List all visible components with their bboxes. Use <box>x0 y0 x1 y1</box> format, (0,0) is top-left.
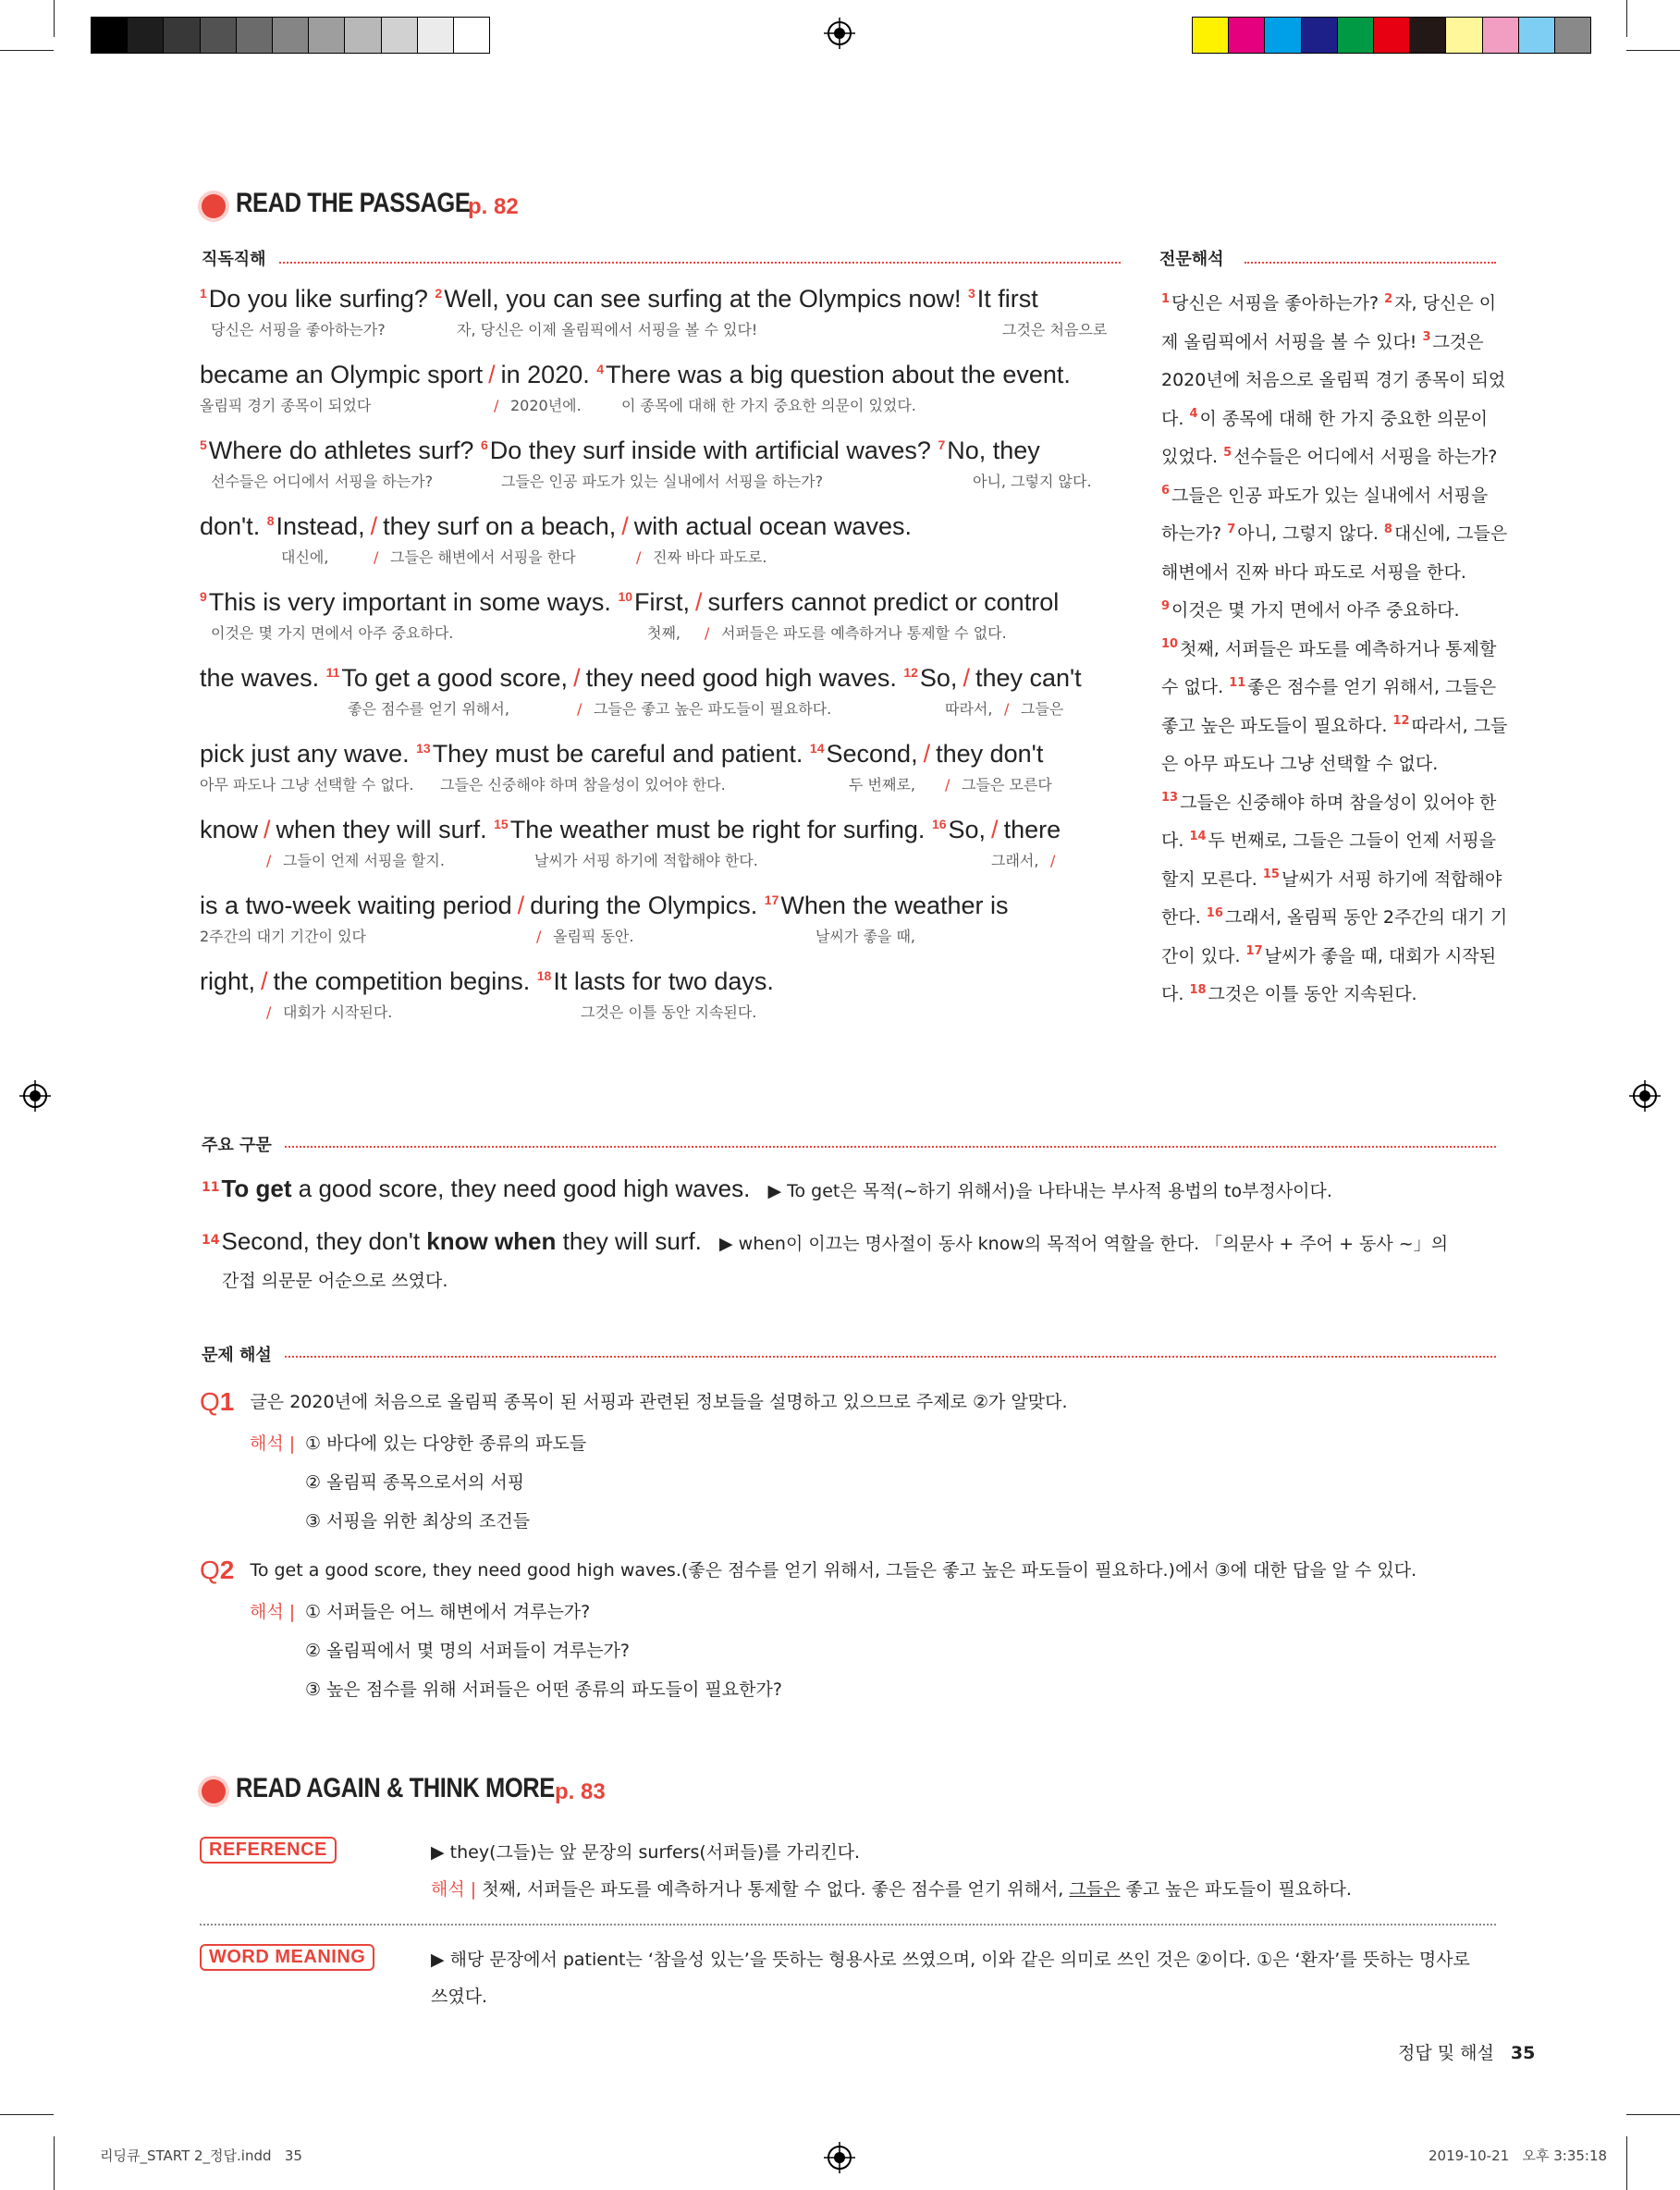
sentence-number: 18 <box>536 968 552 983</box>
color-swatch <box>1519 18 1555 53</box>
section-title: READ AGAIN & THINK MORE <box>236 1773 555 1803</box>
color-swatch <box>1446 18 1482 53</box>
crop-mark <box>0 50 54 51</box>
english-text: There was a big question about the event. <box>606 361 1071 388</box>
translation-sentence: 따라서, 그들은 아무 파도나 그냥 선택할 수 없다. <box>1161 715 1508 774</box>
grayscale-color-bar <box>91 17 490 54</box>
sentence-number: 15 <box>494 817 509 831</box>
color-swatch <box>1302 18 1338 53</box>
key-note: ▶ when이 이끄는 명사절이 동사 know의 목적어 역할을 한다. 「의문사 + 주어 + 동사 ~」의 <box>719 1234 1449 1254</box>
q1-choice-1: ① 바다에 있는 다양한 종류의 파도들 <box>305 1433 587 1454</box>
key-sentence-1 <box>202 1175 1332 1202</box>
chunk-slash: / <box>374 548 379 566</box>
english-text: know <box>200 816 259 843</box>
english-text: they don't <box>936 740 1044 768</box>
dotted-rule <box>279 262 1121 264</box>
translation-sentence: 그들은 인공 파도가 있는 실내에서 서핑을 하는가? <box>1161 485 1489 544</box>
jikdok-heading: 직독직해 <box>202 250 266 269</box>
passage-line <box>200 512 912 540</box>
page-number: 35 <box>1510 2043 1536 2063</box>
crop-mark <box>1626 0 1627 37</box>
registration-mark-icon <box>824 18 855 49</box>
sentence-number: 6 <box>1161 484 1171 498</box>
word-meaning-line-1: ▶ 해당 문장에서 patient는 ‘참을성 있는’을 뜻하는 형용사로 쓰였으며, 이와 같은 의미로 쓰인 것은 ②이다. ①은 ‘환자’를 뜻하는 명사로 <box>431 1950 1470 1970</box>
english-text: there <box>1003 816 1061 843</box>
color-swatch <box>1555 18 1590 53</box>
q-letter: Q <box>200 1556 220 1584</box>
english-text: So, <box>948 816 987 843</box>
q1-block <box>200 1387 1068 1417</box>
color-swatch <box>1483 18 1519 53</box>
passage-line <box>200 361 1071 388</box>
korean-gloss: 자, 당신은 이제 올림픽에서 서핑을 볼 수 있다! <box>457 321 758 338</box>
color-swatch <box>454 18 489 53</box>
english-text: Instead, <box>276 512 365 540</box>
english-text: So, <box>919 664 958 692</box>
sentence-number: 3 <box>1422 330 1431 345</box>
key-rest: a good score, they need good high waves. <box>291 1175 751 1202</box>
translation-sentence: 그들은 신중해야 하며 참을성이 있어야 한다. <box>1161 792 1497 851</box>
english-text: First, <box>634 588 691 616</box>
korean-gloss: 그래서, <box>991 852 1039 869</box>
crop-mark <box>54 0 55 37</box>
passage-line <box>200 892 1009 919</box>
english-text: pick just any wave. <box>200 740 417 768</box>
english-text: Do you like surfing? <box>208 285 435 313</box>
korean-gloss: 날씨가 좋을 때, <box>815 928 915 945</box>
english-text: When the weather is <box>780 892 1009 919</box>
translation-sentence: 그것은 이틀 동안 지속된다. <box>1208 984 1417 1004</box>
korean-gloss: 그들은 <box>1021 700 1064 718</box>
ref-text-a: 첫째, 서퍼들은 파도를 예측하거나 통제할 수 없다. 좋은 점수를 얻기 위해서, <box>482 1879 1070 1900</box>
sentence-number: 3 <box>967 286 975 301</box>
english-text: It first <box>976 285 1038 313</box>
sentence-number: 4 <box>1189 407 1198 422</box>
q1-choice-3: ③ 서핑을 위한 최상의 조건들 <box>305 1511 531 1532</box>
q1-label <box>200 1387 234 1416</box>
english-text: during the Olympics. <box>530 892 765 919</box>
chunk-slash: / <box>963 664 970 692</box>
q2-trans-label: 해석 | <box>250 1602 296 1622</box>
english-text: they surf on a beach, <box>383 512 617 540</box>
key-note: ▶ To get은 목적(~하기 위해서)을 나타내는 부사적 용법의 to부정사이다. <box>767 1181 1332 1201</box>
color-swatch <box>382 18 418 53</box>
korean-gloss: 따라서, <box>945 700 993 718</box>
sentence-number: 14 <box>1189 829 1207 843</box>
ref-underlined: 그들은 <box>1069 1879 1121 1900</box>
sentence-number: 17 <box>1245 944 1263 959</box>
color-swatch <box>92 18 128 53</box>
sentence-number: 14 <box>809 741 825 756</box>
sentence-number: 5 <box>200 437 207 452</box>
passage-line <box>200 285 1038 313</box>
reference-line-1: ▶ they(그들)는 앞 문장의 surfers(서퍼들)를 가리킨다. <box>431 1842 861 1863</box>
korean-gloss: 서퍼들은 파도를 예측하거나 통제할 수 없다. <box>721 624 1007 642</box>
korean-gloss: 진짜 바다 파도로. <box>653 548 767 566</box>
process-color-bar <box>1192 17 1591 54</box>
passage-line <box>200 588 1059 616</box>
color-swatch <box>1338 18 1374 53</box>
sentence-number: 12 <box>1392 714 1410 729</box>
korean-gloss: 이것은 몇 가지 면에서 아주 중요하다. <box>211 624 454 642</box>
korean-gloss: 그것은 이틀 동안 지속된다. <box>581 1003 757 1021</box>
slug-date: 2019-10-21 오후 3:35:18 <box>1429 2147 1608 2164</box>
translation-sentence: 날씨가 서핑 하기에 적합해야 한다. <box>1161 868 1502 928</box>
translation-sentence: 자, 당신은 이제 올림픽에서 서핑을 볼 수 있다! <box>1161 293 1497 352</box>
trans-label: 해석 | <box>431 1879 477 1900</box>
chunk-slash: / <box>573 664 581 692</box>
chunk-slash: / <box>705 624 710 642</box>
dotted-rule <box>285 1356 1496 1358</box>
chunk-slash: / <box>636 548 642 566</box>
english-text: they need good high waves. <box>585 664 904 692</box>
section-page-ref: p. 83 <box>555 1779 606 1804</box>
english-text: surfers cannot predict or control <box>707 588 1060 616</box>
sentence-number: 11 <box>202 1179 220 1195</box>
english-text: when they will surf. <box>276 816 495 843</box>
translation-sentence: 날씨가 좋을 때, 대회가 시작된다. <box>1161 945 1497 1004</box>
english-text: To get a good score, <box>341 664 569 692</box>
crop-mark <box>1626 2114 1680 2115</box>
sentence-number: 9 <box>1161 598 1171 613</box>
sentence-number: 1 <box>1161 291 1171 306</box>
sentence-number: 18 <box>1189 982 1207 997</box>
sentence-number: 12 <box>903 665 918 680</box>
sentence-number: 7 <box>938 437 946 452</box>
sentence-number: 7 <box>1227 522 1236 536</box>
korean-gloss: 대회가 시작된다. <box>283 1003 393 1021</box>
q2-choice-3: ③ 높은 점수를 위해 서퍼들은 어떤 종류의 파도들이 필요한가? <box>305 1679 782 1700</box>
sentence-number: 10 <box>1161 637 1179 652</box>
q1-choice-2: ② 올림픽 종목으로서의 서핑 <box>305 1472 525 1493</box>
translation-sentence: 선수들은 어디에서 서핑을 하는가? <box>1233 447 1498 467</box>
korean-gloss: 좋은 점수를 얻기 위해서, <box>348 700 509 718</box>
chunk-slash: / <box>517 892 525 919</box>
korean-gloss: 그들은 인공 파도가 있는 실내에서 서핑을 하는가? <box>501 473 824 490</box>
sentence-number: 2 <box>435 286 443 301</box>
dotted-rule <box>285 1146 1496 1148</box>
chunk-slash: / <box>945 776 950 794</box>
word-meaning-line-2: 쓰였다. <box>431 1987 488 2007</box>
q-letter: Q <box>200 1387 220 1416</box>
korean-gloss: 당신은 서핑을 좋아하는가? <box>211 321 386 338</box>
chunk-slash: / <box>1004 700 1010 718</box>
color-swatch <box>201 18 237 53</box>
reference-line-2 <box>431 1876 1352 1901</box>
q2-label <box>200 1556 234 1584</box>
korean-gloss: 올림픽 동안. <box>553 928 634 945</box>
chunk-slash: / <box>577 700 582 718</box>
chunk-slash: / <box>695 588 703 616</box>
korean-gloss: 그들은 해변에서 서핑을 한다 <box>390 548 576 566</box>
crop-mark <box>0 2114 54 2115</box>
passage-line <box>200 816 1061 843</box>
q1-explanation: 글은 2020년에 처음으로 올림픽 종목이 된 서핑과 관련된 정보들을 설명하고 있으므로 주제로 ②가 알맞다. <box>250 1392 1068 1412</box>
korean-gloss: 그들은 좋고 높은 파도들이 필요하다. <box>594 700 832 718</box>
chunk-slash: / <box>991 816 999 843</box>
dotted-rule <box>1245 262 1496 264</box>
problem-heading: 문제 해설 <box>202 1346 272 1365</box>
sentence-number: 1 <box>200 286 207 301</box>
section-page-ref: p. 82 <box>468 194 519 219</box>
key-bold: know when <box>426 1227 557 1255</box>
translation-sentence: 아니, 그렇지 않다. <box>1237 523 1384 544</box>
english-text: they can't <box>975 664 1082 692</box>
korean-gloss: 그들이 언제 서핑을 할지. <box>283 852 445 869</box>
english-text: became an Olympic sport <box>200 361 484 388</box>
color-swatch <box>309 18 345 53</box>
english-text: Second, <box>826 740 918 768</box>
sentence-number: 16 <box>931 817 947 831</box>
chunk-slash: / <box>370 512 378 540</box>
sentence-number: 8 <box>266 513 275 528</box>
english-text: Where do athletes surf? <box>208 437 481 464</box>
chunk-slash: / <box>494 397 499 414</box>
chunk-slash: / <box>261 967 268 995</box>
translation-sentence: 이것은 몇 가지 면에서 아주 중요하다. <box>1171 600 1460 621</box>
sentence-number: 4 <box>596 362 605 376</box>
english-text: Do they surf inside with artificial waves? <box>489 437 938 464</box>
section-bullet-icon <box>202 194 226 218</box>
dotted-divider <box>200 1924 1496 1925</box>
color-swatch <box>128 18 164 53</box>
translation-sentence: 이 종목에 대해 한 가지 중요한 의문이 있었다. <box>1161 408 1489 467</box>
sentence-number: 11 <box>1229 675 1246 690</box>
english-text: with actual ocean waves. <box>633 512 912 540</box>
korean-gloss: 대신에, <box>281 548 329 566</box>
english-text: They must be careful and patient. <box>432 740 810 768</box>
passage-line <box>200 664 1082 692</box>
korean-gloss: 그들은 모른다 <box>962 776 1052 794</box>
korean-gloss: 선수들은 어디에서 서핑을 하는가? <box>211 473 434 490</box>
translation-sentence: 그래서, 올림픽 동안 2주간의 대기 기간이 있다. <box>1161 907 1508 966</box>
english-text: the competition begins. <box>273 967 537 995</box>
korean-gloss: 그것은 처음으로 <box>1002 321 1108 338</box>
translation-sentence: 좋은 점수를 얻기 위해서, 그들은 좋고 높은 파도들이 필요하다. <box>1161 677 1497 736</box>
color-swatch <box>1374 18 1410 53</box>
english-text: in 2020. <box>500 361 597 388</box>
sentence-number: 14 <box>202 1232 220 1248</box>
section-title: READ THE PASSAGE <box>236 188 471 218</box>
color-swatch <box>1265 18 1301 53</box>
registration-mark-icon <box>824 2142 855 2173</box>
q-number: 1 <box>219 1387 235 1416</box>
word-meaning-badge: WORD MEANING <box>200 1944 374 1971</box>
passage-line <box>200 740 1043 768</box>
q2-block <box>200 1556 1416 1585</box>
color-swatch <box>1229 18 1265 53</box>
chunk-slash: / <box>536 928 542 945</box>
color-swatch <box>273 18 309 53</box>
slug-file: 리딩큐_START 2_정답.indd 35 <box>100 2147 302 2164</box>
korean-gloss: 두 번째로, <box>849 776 915 794</box>
color-swatch <box>237 18 273 53</box>
chunk-slash: / <box>923 740 931 768</box>
translation-sentence: 대신에, 그들은 해변에서 진짜 바다 파도로 서핑을 한다. <box>1161 523 1508 583</box>
english-text: This is very important in some ways. <box>208 588 619 616</box>
jeonmun-heading: 전문해석 <box>1159 250 1224 269</box>
ref-text-b: 좋고 높은 파도들이 필요하다. <box>1120 1879 1352 1900</box>
sentence-number: 6 <box>480 437 488 452</box>
key-structure-heading: 주요 구문 <box>202 1136 272 1155</box>
color-swatch <box>418 18 454 53</box>
reference-badge: REFERENCE <box>200 1837 337 1864</box>
korean-gloss: 이 종목에 대해 한 가지 중요한 의문이 있었다. <box>621 397 916 414</box>
korean-gloss: 올림픽 경기 종목이 되었다 <box>200 397 372 414</box>
sentence-number: 13 <box>1161 791 1179 806</box>
sentence-number: 16 <box>1206 905 1223 920</box>
passage-line <box>200 967 774 995</box>
key-bold: To get <box>221 1175 292 1202</box>
full-translation <box>1161 285 1508 1015</box>
english-text: is a two-week waiting period <box>200 892 512 919</box>
sentence-number: 8 <box>1383 522 1392 536</box>
korean-gloss: 2주간의 대기 기간이 있다 <box>200 928 366 945</box>
sentence-number: 15 <box>1262 867 1280 882</box>
chunk-slash: / <box>1050 852 1056 869</box>
key-note-cont: 간접 의문문 어순으로 쓰였다. <box>222 1271 448 1291</box>
color-swatch <box>1410 18 1446 53</box>
korean-gloss: 아무 파도나 그냥 선택할 수 없다. <box>200 776 414 794</box>
q2-choice-1: ① 서퍼들은 어느 해변에서 겨루는가? <box>305 1602 591 1622</box>
q2-choice-2: ② 올림픽에서 몇 명의 서퍼들이 겨루는가? <box>305 1641 630 1661</box>
korean-gloss: 아니, 그렇지 않다. <box>973 473 1092 490</box>
korean-gloss: 날씨가 서핑 하기에 적합해야 한다. <box>534 852 758 869</box>
section-bullet-icon <box>202 1779 226 1803</box>
chunk-slash: / <box>266 1003 272 1021</box>
sentence-number: 10 <box>618 589 633 604</box>
english-text: right, <box>200 967 256 995</box>
translation-sentence: 두 번째로, 그들은 그들이 언제 서핑을 할지 모른다. <box>1161 830 1497 890</box>
registration-mark-icon <box>19 1080 51 1112</box>
translation-sentence: 그것은 2020년에 처음으로 올림픽 경기 종목이 되었다. <box>1161 331 1506 429</box>
color-swatch <box>1193 18 1229 53</box>
key-sentence-2 <box>202 1227 1448 1255</box>
sentence-number: 2 <box>1384 291 1393 306</box>
english-text: The weather must be right for surfing. <box>509 816 932 843</box>
english-text: the waves. <box>200 664 326 692</box>
sentence-number: 5 <box>1223 445 1232 460</box>
chunk-slash: / <box>266 852 272 869</box>
crop-mark <box>1626 2136 1627 2190</box>
chunk-slash: / <box>488 361 496 388</box>
korean-gloss: 2020년에. <box>510 397 582 414</box>
crop-mark <box>1626 50 1680 51</box>
q-number: 2 <box>219 1556 235 1584</box>
sentence-number: 9 <box>200 589 207 604</box>
passage-line <box>200 437 1040 464</box>
translation-sentence: 첫째, 서퍼들은 파도를 예측하거나 통제할 수 없다. <box>1161 638 1497 697</box>
page-footer <box>1398 2039 1535 2064</box>
color-swatch <box>345 18 381 53</box>
english-text: Well, you can see surfing at the Olympics now! <box>444 285 968 313</box>
crop-mark <box>54 2136 55 2190</box>
sentence-number: 13 <box>416 741 431 756</box>
key-rest: they will surf. <box>556 1227 702 1255</box>
korean-gloss: 첫째, <box>647 624 681 642</box>
sentence-number: 17 <box>764 892 779 907</box>
footer-label: 정답 및 해설 <box>1398 2043 1494 2063</box>
chunk-slash: / <box>264 816 271 843</box>
registration-mark-icon <box>1629 1080 1661 1112</box>
korean-gloss: 그들은 신중해야 하며 참을성이 있어야 한다. <box>440 776 726 794</box>
chunk-slash: / <box>621 512 629 540</box>
english-text: No, they <box>947 437 1040 464</box>
q2-explanation: To get a good score, they need good high waves.(좋은 점수를 얻기 위해서, 그들은 좋고 높은 파도들이 필요하다.)에서 ③에 대한 답을 알 수 있다. <box>250 1560 1417 1581</box>
translation-sentence: 당신은 서핑을 좋아하는가? <box>1171 293 1385 314</box>
english-text: It lasts for two days. <box>553 967 774 995</box>
english-text: don't. <box>200 512 267 540</box>
color-swatch <box>164 18 200 53</box>
key-pre: Second, they don't <box>221 1227 427 1255</box>
q1-trans-label: 해석 | <box>250 1433 296 1454</box>
sentence-number: 11 <box>325 665 340 680</box>
